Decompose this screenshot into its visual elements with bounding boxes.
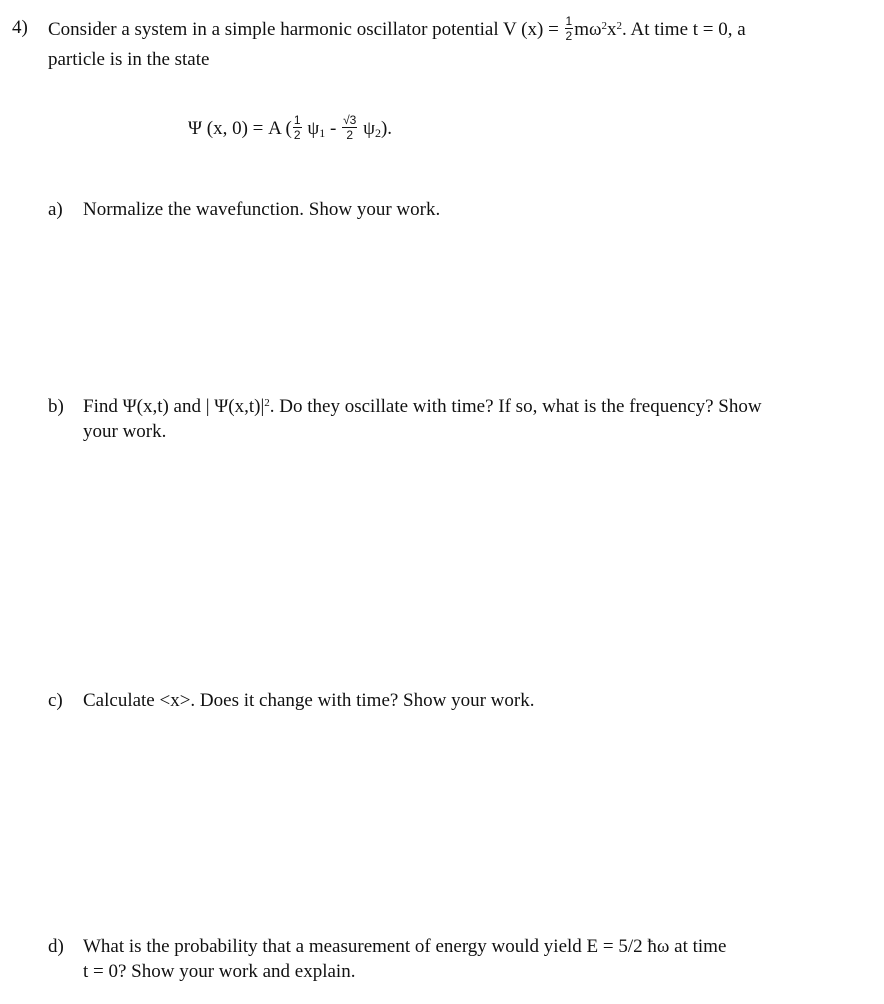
coefficient-1-num: 1 xyxy=(293,113,301,127)
omega-squared: 2 xyxy=(601,19,608,32)
part-b-squared: 2 xyxy=(264,397,270,409)
x-var: x xyxy=(607,18,617,40)
part-d-line2: t = 0? Show your work and explain. xyxy=(83,961,356,982)
coefficient-2 xyxy=(342,114,357,141)
problem-number: 4) xyxy=(12,17,28,38)
psi-2: ψ xyxy=(363,117,375,139)
equation-lhs: Ψ (x, 0) = A ( xyxy=(188,117,292,139)
part-b-line1 xyxy=(83,396,762,418)
part-c-label: c) xyxy=(48,690,63,711)
half-numerator: 1 xyxy=(565,14,573,28)
part-d-label: d) xyxy=(48,936,64,957)
part-b-text-b: . Do they oscillate with time? If so, what is the frequency? Show xyxy=(269,396,762,417)
part-b-label: b) xyxy=(48,396,64,417)
statement-text-end: . At time t = 0, a xyxy=(622,18,746,40)
x-squared: 2 xyxy=(616,19,623,32)
initial-state-equation xyxy=(188,113,393,143)
psi-2-subscript: 2 xyxy=(374,125,381,140)
half-fraction xyxy=(565,15,574,42)
equation-close: ). xyxy=(380,117,393,139)
part-b-text-a: Find Ψ(x,t) and | Ψ(x,t)| xyxy=(83,396,265,417)
psi-1-subscript: 1 xyxy=(319,125,326,140)
minus-sign: - xyxy=(325,117,342,139)
problem-statement-line1 xyxy=(48,14,746,44)
statement-text: Consider a system in a simple harmonic oscillator potential V (x) = xyxy=(48,18,564,40)
part-d-line1: What is the probability that a measurement of energy would yield E = 5/2 ħω at time xyxy=(83,936,727,957)
coefficient-2-den: 2 xyxy=(346,128,354,142)
half-denominator: 2 xyxy=(565,29,573,43)
coefficient-1 xyxy=(293,114,302,141)
coefficient-2-num: √3 xyxy=(343,113,357,127)
psi-1: ψ xyxy=(307,117,320,139)
part-a-label: a) xyxy=(48,199,63,220)
m-omega: mω xyxy=(574,18,602,40)
part-a-text: Normalize the wavefunction. Show your work. xyxy=(83,199,441,220)
problem-statement-line2: particle is in the state xyxy=(48,49,210,70)
part-c-text: Calculate <x>. Does it change with time? Show your work. xyxy=(83,690,535,711)
part-b-line2: your work. xyxy=(83,421,167,442)
coefficient-1-den: 2 xyxy=(293,128,301,142)
